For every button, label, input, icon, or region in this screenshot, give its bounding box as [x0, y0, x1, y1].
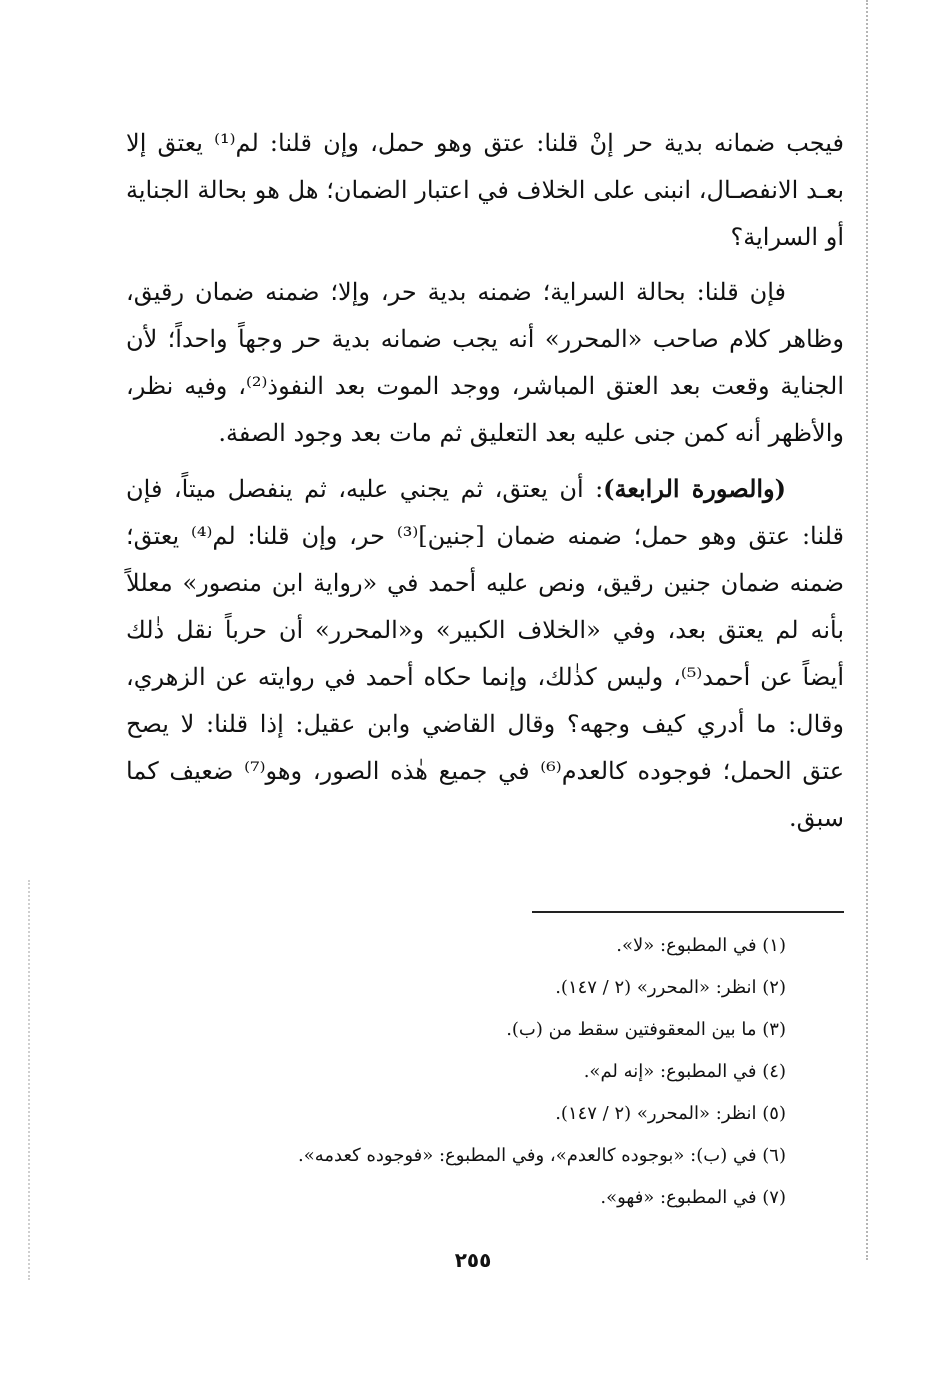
footnote-7: (٧) في المطبوع: «فهو». — [600, 1187, 786, 1208]
page-number: ٢٥٥ — [454, 1248, 492, 1272]
footnote-4: (٤) في المطبوع: «إنه لم». — [583, 1061, 786, 1082]
scan-edge-dots-left — [28, 880, 30, 1280]
paragraph-3-text: : أن يعتق، ثم يجني عليه، ثم ينفصل ميتاً، فإن قلنا: عتق وهو حمل؛ ضمنه ضمان [جنين]⁽³⁾ حر، وإن قلنا: لم⁽⁴⁾ يعتق؛ ضمنه ضمان جنين رقيق، ونص عليه أحمد في «رواية ابن منصور» معللاً بأنه لم يعتق بعد، وفي «الخلاف الكبير» و«المحرر» أن حرباً نقل ذٰلك أيضاً عن أحمد⁽⁵⁾، وليس كذٰلك، وإنما حكاه أحمد في روايته عن الزهري، وقال: ما أدري كيف وجهه؟ وقال القاضي وابن عقيل: إذا قلنا: لا يصح عتق الحمل؛ فوجوده كالعدم⁽⁶⁾ في جميع هٰذه الصور، وهو⁽⁷⁾ ضعيف كما سبق. — [126, 475, 845, 832]
footnote-divider — [532, 911, 844, 913]
section-heading: (والصورة الرابعة) — [603, 474, 786, 503]
paragraph-3 — [126, 465, 844, 842]
footnote-2: (٢) انظر: «المحرر» (٢ / ١٤٧). — [555, 977, 786, 998]
footnote-3: (٣) ما بين المعقوفتين سقط من (ب). — [506, 1019, 786, 1040]
main-text — [126, 120, 844, 842]
footnote-1: (١) في المطبوع: «لا». — [616, 935, 786, 956]
paragraph-2: فإن قلنا: بحالة السراية؛ ضمنه بدية حر، وإلا؛ ضمنه ضمان رقيق، وظاهر كلام صاحب «المحرر» أنه يجب ضمانه بدية حر وجهاً واحداً؛ لأن الجناية وقعت بعد العتق المباشر، ووجد الموت بعد النفوذ⁽²⁾، وفيه نظر، والأظهر أنه كمن جنى عليه بعد التعليق ثم مات بعد وجود الصفة. — [126, 278, 844, 447]
scan-edge-dots — [866, 0, 868, 1260]
footnotes — [180, 925, 786, 1219]
footnote-5: (٥) انظر: «المحرر» (٢ / ١٤٧). — [555, 1103, 786, 1124]
paragraph-1: فيجب ضمانه بدية حر إنْ قلنا: عتق وهو حمل، وإن قلنا: لم⁽¹⁾ يعتق إلا بعـد الانفصـال، انبنى على الخلاف في اعتبار الضمان؛ هل هو بحالة الجناية أو السراية؟ — [126, 129, 844, 251]
footnote-6: (٦) في (ب): «بوجوده كالعدم»، وفي المطبوع: «فوجوده كعدمه». — [298, 1145, 786, 1166]
